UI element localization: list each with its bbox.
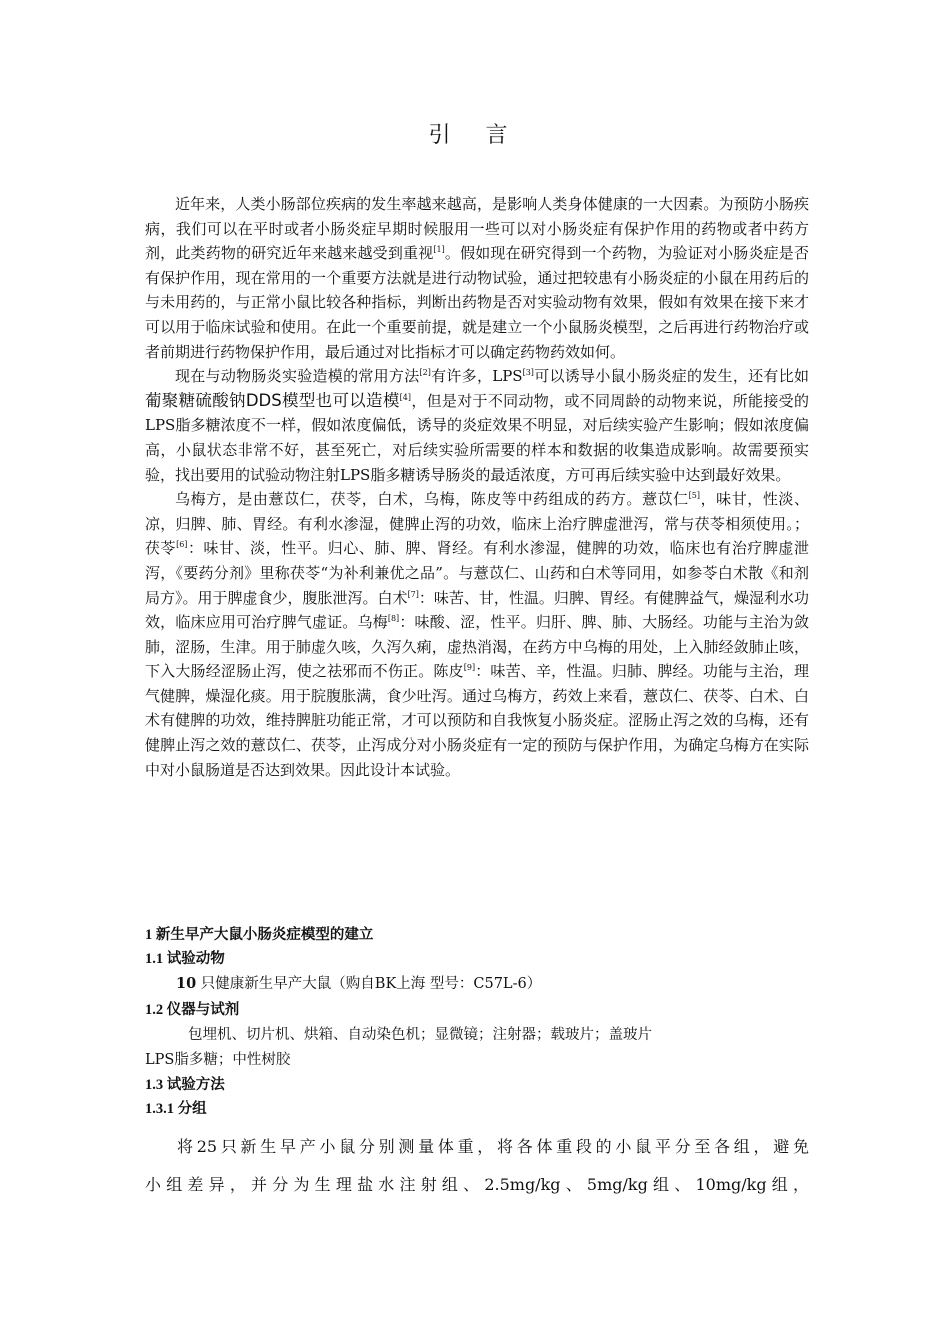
animals-line [176, 972, 541, 993]
intro-paragraph-3 [145, 487, 809, 782]
page-title: 引 言 [428, 123, 522, 148]
animals-description: 只健康新生早产大鼠（购自BK上海 型号：C57L-6） [196, 976, 542, 992]
text-run: 可以诱导小鼠小肠炎症的发生，还有比如 [533, 367, 809, 386]
reagents-line: LPS脂多糖；中性树胶 [145, 1052, 291, 1068]
text-run: ，但是对于不同动物，或不同周龄的动物来说，所能接受的LPS脂多糖浓度不一样，假如浓度偏低，诱导的炎症效果不明显，对后续实验产生影响；假如浓度偏高，小鼠状态非常不好，甚至死亡，对后续实验所需要的样本和数据的收集造成影响。故需要预实验，找出要用的试验动物注射LPS脂多糖诱导肠炎的最适浓度，方可再后续实验中达到最好效果。 [145, 391, 809, 484]
introduction-body [145, 192, 809, 782]
text-run: ：味酸、涩，性平。归肝、脾、肺、大肠经。功能与主治为敛肺，涩肠，生津。用于肺虚久咳，久泻久痢，虚热消渴，在药方中乌梅的用处，上入肺经敛肺止咳，下入大肠经涩肠止泻，使之祛邪而不伤正。陈皮 [145, 613, 809, 681]
section-heading-1-2: 1.2 仪器与试剂 [145, 1002, 240, 1018]
text-run: ：味苦、辛，性温。归肺、脾经。功能与主治，理气健脾，燥湿化痰。用于脘腹胀满，食少吐泻。通过乌梅方，药效上来看，薏苡仁、茯苓、白术、白术有健脾的功效，维持脾脏功能正常，才可以预防和自我恢复小肠炎症。涩肠止泻之效的乌梅，还有健脾止泻之效的薏苡仁、茯苓，止泻成分对小肠炎症有一定的预防与保护作用，为确定乌梅方在实际中对小鼠肠道是否达到效果。因此设计本试验。 [145, 662, 809, 779]
section-heading-1-3: 1.3 试验方法 [145, 1077, 225, 1093]
text-run: 乌梅方，是由薏苡仁，茯苓，白术，乌梅，陈皮等中药组成的药方。薏苡仁 [175, 490, 689, 509]
citation-6[interactable]: [6] [176, 540, 188, 550]
text-run: 。假如现在研究得到一个药物，为验证对小肠炎症是否有保护作用，现在常用的一个重要方法就是进行动物试验，通过把较患有小肠炎症的小鼠在用药后的与未用药的，与正常小鼠比较各种指标，判断出药物是否对实验动物有效果，假如有效果在接下来才可以用于临床试验和使用。在此一个重要前提，就是建立一个小鼠肠炎模型，之后再进行药物治疗或者前期进行药物保护作用，最后通过对比指标才可以确定药物药效如何。 [145, 244, 809, 361]
text-run: ：味苦、甘，性温。归脾、胃经。有健脾益气，燥湿利水功效，临床应用可治疗脾气虚证。乌梅 [145, 588, 809, 632]
citation-5[interactable]: [5] [688, 491, 701, 501]
instruments-line: 包埋机、切片机、烘箱、自动染色机；显微镜；注射器；载玻片；盖玻片 [188, 1027, 652, 1043]
intro-paragraph-1 [145, 192, 809, 364]
citation-2[interactable]: [2] [419, 368, 431, 378]
grouping-line-2: 小组差异，并分为生理盐水注射组、2.5mg/kg、5mg/kg组、10mg/kg组， [145, 1175, 809, 1194]
citation-1[interactable]: [1] [433, 245, 445, 255]
animals-count: 10 [176, 975, 197, 992]
citation-8[interactable]: [8] [387, 614, 400, 624]
section-heading-1: 1 新生早产大鼠小肠炎症模型的建立 [145, 927, 374, 943]
section-heading-1-1: 1.1 试验动物 [145, 951, 225, 967]
text-run: 有许多，LPS [430, 367, 523, 386]
citation-4[interactable]: [4] [399, 392, 412, 402]
text-run: 现在与动物肠炎实验造模的常用方法 [175, 367, 420, 386]
text-run-large: 葡聚糖硫酸钠DDS模型也可以造模 [145, 390, 400, 410]
text-run: ：味甘、淡，性平。归心、肺、脾、肾经。有利水渗湿，健脾的功效，临床也有治疗脾虚泄泻，《要药分剂》里称茯苓“为补利兼优之品”。与薏苡仁、山药和白术等同用，如参苓白术散《和剂局方》。用于脾虚食少，腹胀泄泻。白术 [145, 539, 809, 607]
section-heading-1-3-1: 1.3.1 分组 [145, 1101, 207, 1117]
citation-9[interactable]: [9] [463, 663, 476, 673]
grouping-paragraph [145, 1128, 809, 1204]
citation-7[interactable]: [7] [407, 589, 419, 599]
intro-paragraph-2 [145, 364, 809, 487]
citation-3[interactable]: [3] [522, 368, 534, 378]
text-run: 近年来，人类小肠部位疾病的发生率越来越高，是影响人类身体健康的一大因素。为预防小肠疾病，我们可以在平时或者小肠炎症早期时候服用一些可以对小肠炎症有保护作用的药物或者中药方剂，此类药物的研究近年来越来越受到重视 [145, 195, 809, 263]
text-run: ，味甘，性淡、凉，归脾、肺、胃经。有利水渗湿，健脾止泻的功效，临床上治疗脾虚泄泻，常与茯苓相须使用。；茯苓 [145, 490, 809, 558]
grouping-line-1: 将25只新生早产小鼠分别测量体重，将各体重段的小鼠平分至各组，避免 [177, 1137, 809, 1156]
